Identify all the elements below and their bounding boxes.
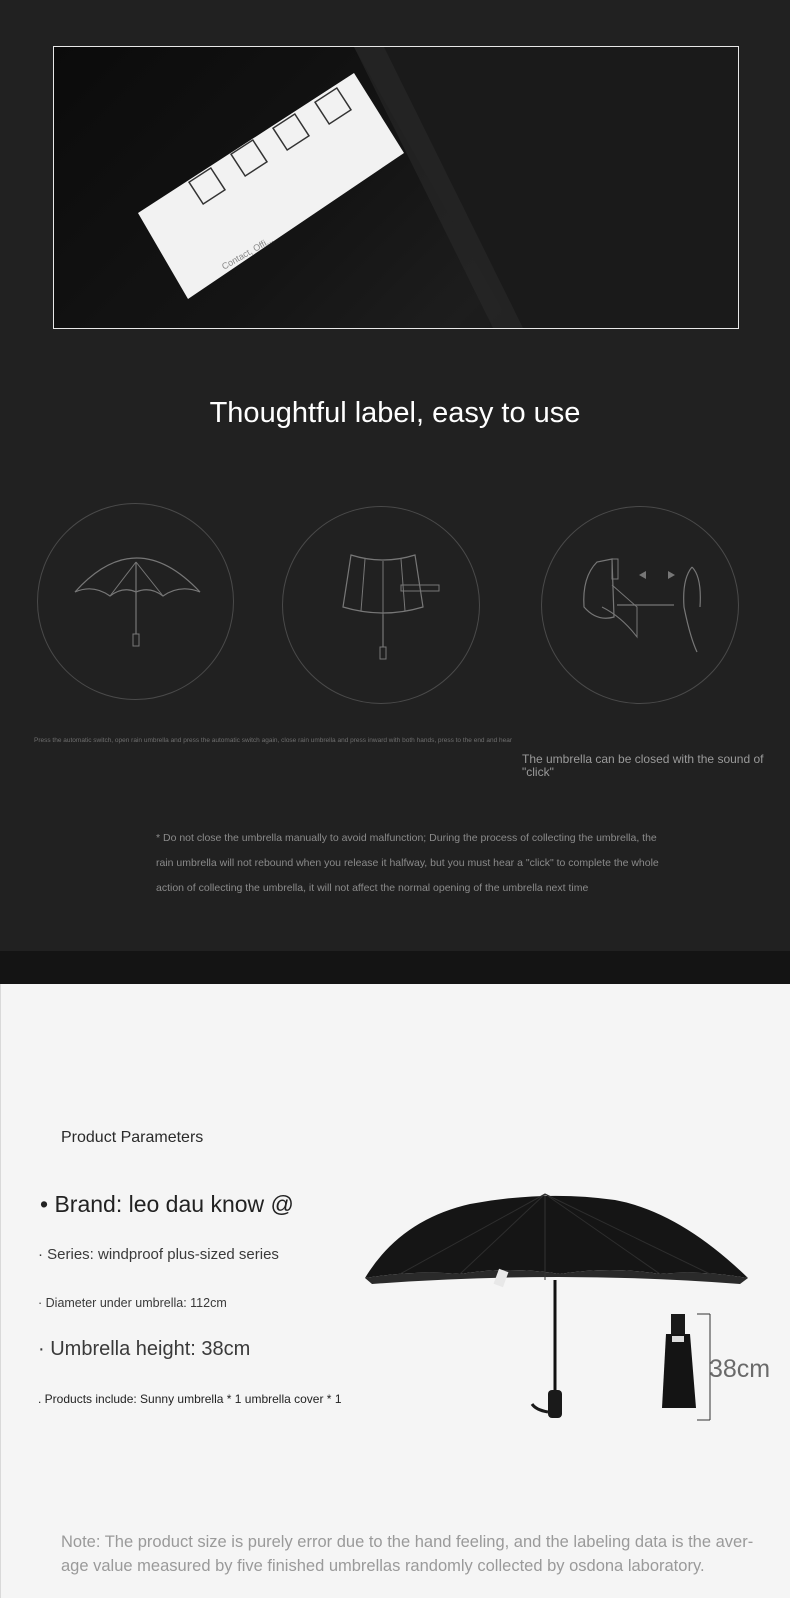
umbrella-label-photo-icon bbox=[54, 47, 739, 329]
param-brand: • Brand: leo dau know @ bbox=[40, 1191, 294, 1217]
params-title: Product Parameters bbox=[61, 1129, 204, 1146]
usage-title: Thoughtful label, easy to use bbox=[209, 397, 581, 429]
param-includes: . Products include: Sunny umbrella * 1 umbrella cover * 1 bbox=[38, 1392, 342, 1406]
step-caption-tail: The umbrella can be closed with the sound of "click" bbox=[522, 752, 764, 779]
param-height: · Umbrella height: 38cm bbox=[38, 1338, 251, 1360]
step-close-circle bbox=[282, 506, 480, 704]
param-series: · Series: windproof plus-sized series bbox=[38, 1246, 279, 1263]
umbrella-closing-icon bbox=[283, 507, 481, 705]
step-press-circle bbox=[541, 506, 739, 704]
step-open-circle bbox=[37, 503, 234, 700]
section-divider bbox=[0, 951, 790, 984]
label-photo bbox=[53, 46, 739, 329]
param-diameter: · Diameter under umbrella: 112cm bbox=[38, 1296, 227, 1310]
label-tag-text: Contact, Offi... bbox=[220, 234, 275, 272]
folded-height-label: 38cm bbox=[709, 1355, 771, 1383]
step-caption: Press the automatic switch, open rain umbrella and press the automatic switch again, close rain umbrella and press inward with both hands, press to the end and hear bbox=[34, 737, 513, 744]
umbrella-product-image bbox=[360, 1190, 760, 1430]
hands-press-icon bbox=[542, 507, 740, 705]
measurement-note: Note: The product size is purely error due to the hand feeling, and the labeling data is the aver-age value measured by five finished umbrellas randomly collected by osdona laboratory. bbox=[61, 1533, 754, 1575]
umbrella-open-icon bbox=[38, 504, 235, 701]
manual-close-warning: * Do not close the umbrella manually to avoid malfunction; During the process of collecting the umbrella, the rain umbrella will not rebound when you release it halfway, but you must hear a "click" to complete the whole action of collecting the umbrella, it will not affect the normal opening of the umbrella next time bbox=[156, 832, 659, 894]
